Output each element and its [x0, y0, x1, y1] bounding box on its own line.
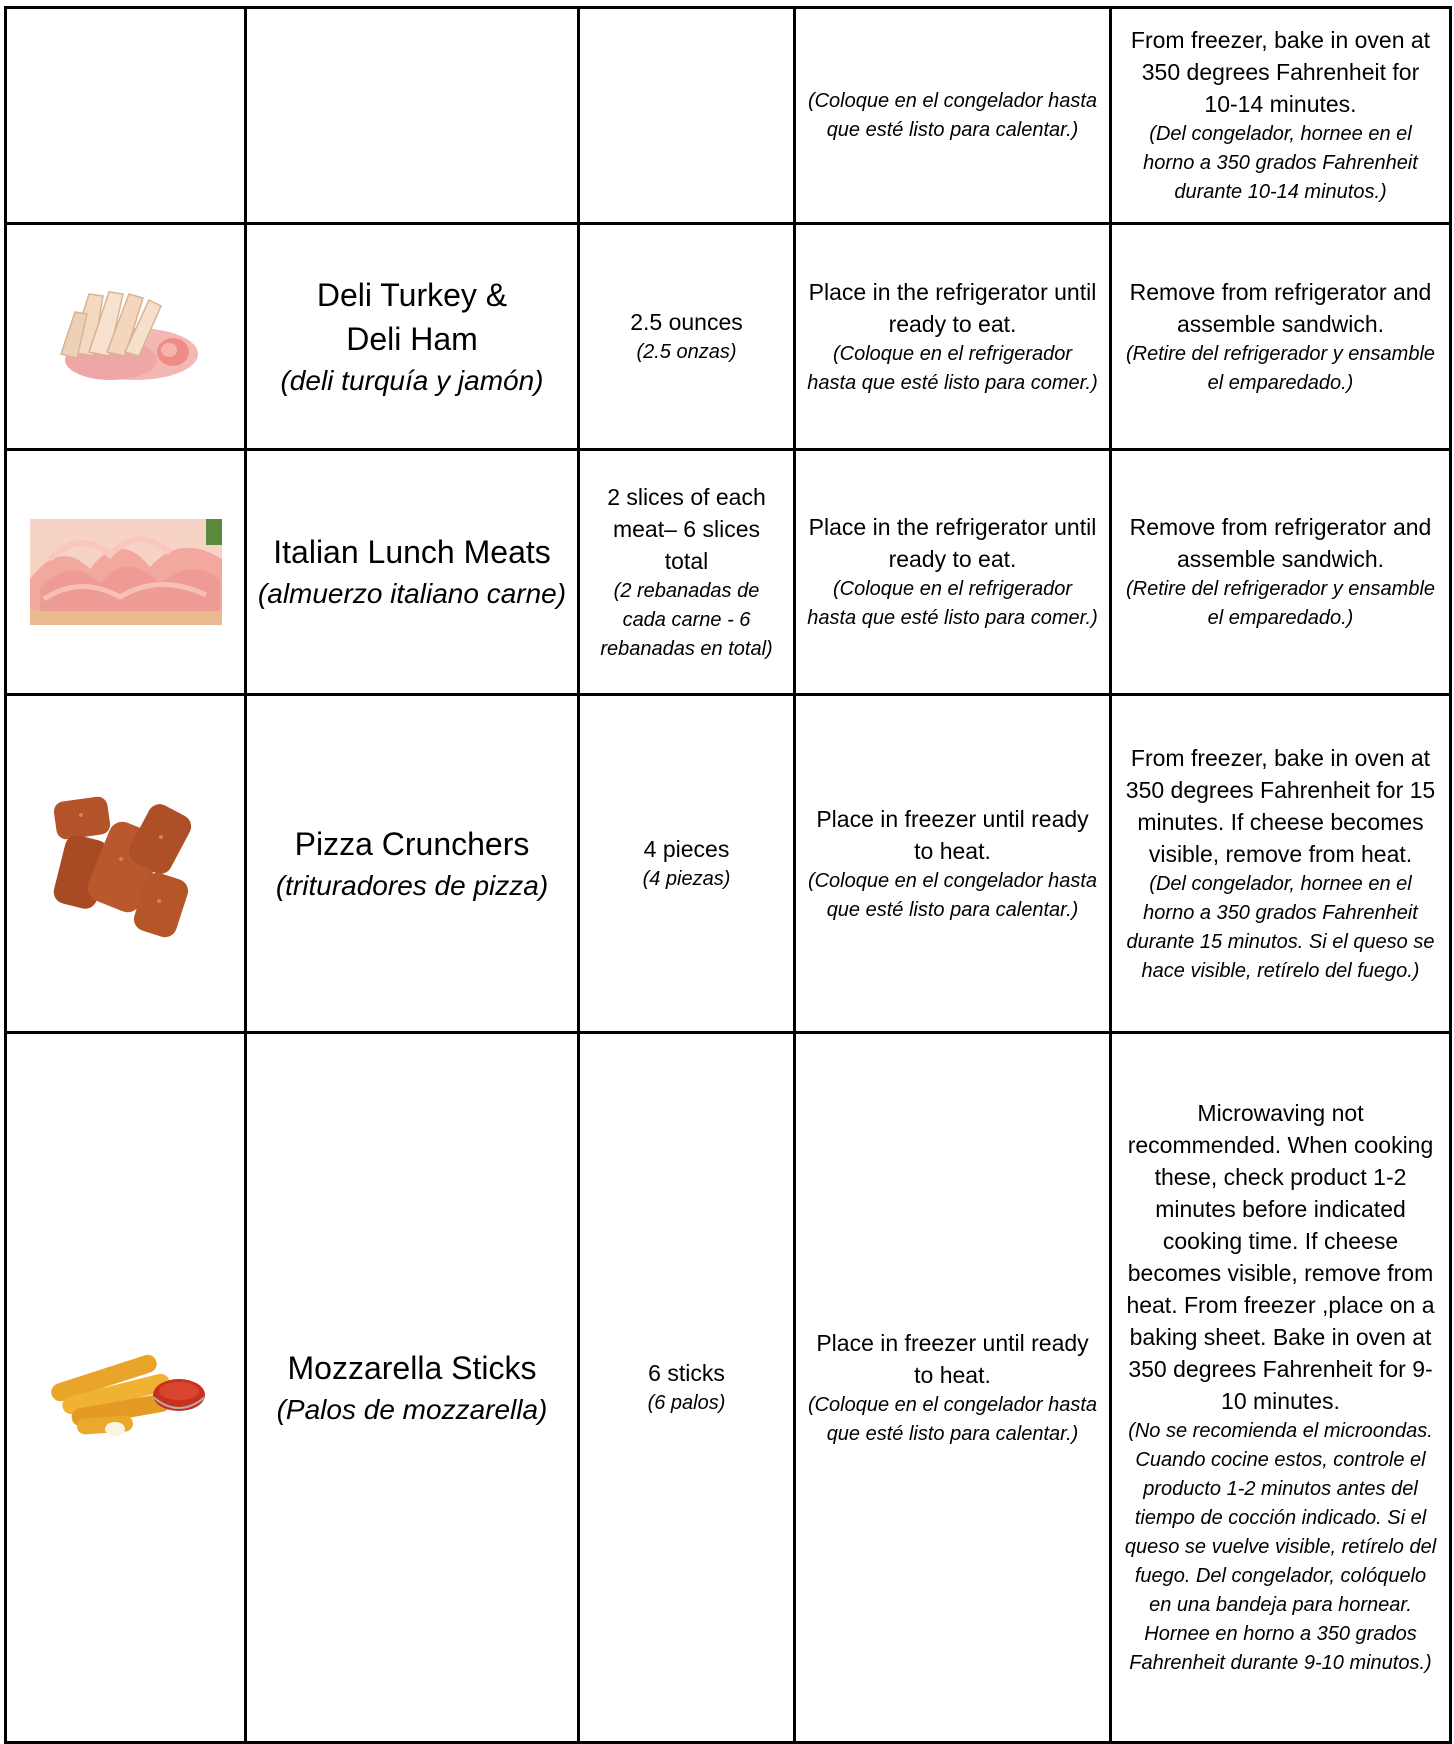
- name-cell: [246, 1033, 579, 1743]
- table-row: [6, 1033, 1451, 1743]
- storage-en: Place in freezer until ready to heat.: [816, 805, 1089, 864]
- image-cell: [6, 8, 246, 224]
- item-name-es: (deli turquía y jamón): [280, 364, 544, 396]
- table-row: [6, 8, 1451, 224]
- portion-es: (2 rebanadas de cada carne - 6 rebanadas en total): [600, 579, 773, 660]
- portion-cell: [579, 8, 795, 224]
- prep-es: (Del congelador, hornee en el horno a 350 grados Fahrenheit durante 10-14 minutos.): [1143, 123, 1418, 203]
- image-cell: [6, 695, 246, 1033]
- prep-cell: [1111, 450, 1451, 695]
- deli-turkey-ham-photo: [51, 282, 201, 392]
- prep-en: From freezer, bake in oven at 350 degrees Fahrenheit for 15 minutes. If cheese becomes visible, remove from heat.: [1125, 744, 1436, 867]
- storage-es: (Coloque en el refrigerador hasta que esté listo para comer.): [807, 342, 1098, 394]
- prep-es: (Retire del refrigerador y ensamble el emparedado.): [1125, 578, 1436, 629]
- portion-es: (6 palos): [647, 1392, 726, 1414]
- prep-en: Remove from refrigerator and assemble sandwich.: [1129, 278, 1432, 337]
- portion-cell: [579, 450, 795, 695]
- prep-cell: [1111, 1033, 1451, 1743]
- portion-en: 4 pieces: [643, 836, 730, 862]
- item-name-en-line2: Deli Ham: [346, 320, 478, 357]
- prep-es: (Del congelador, hornee en el horno a 350 grados Fahrenheit durante 15 minutos. Si el queso se hace visible, retírelo del fuego.): [1126, 872, 1435, 982]
- prep-en: Microwaving not recommended. When cooking these, check product 1-2 minutes before indicated cooking time. If cheese becomes visible, remove from heat. From freezer ,place on a baking sheet. Bake in oven at 350 degrees Fahrenheit for 9-10 minutes.: [1126, 1100, 1435, 1414]
- table-row: [6, 450, 1451, 695]
- storage-en: Place in freezer until ready to heat.: [816, 1329, 1089, 1388]
- portion-en: 6 sticks: [648, 1360, 725, 1386]
- prep-es: (No se recomienda el microondas. Cuando cocine estos, controle el producto 1-2 minutos antes del tiempo de cocción indicado. Si el queso se vuelve visible, retírelo del fuego. Del congelador, colóquelo en una bandeja para hornear. Hornee en horno a 350 grados Fahrenheit durante 9-10 minutos.): [1124, 1420, 1437, 1674]
- prep-cell: [1111, 695, 1451, 1033]
- name-cell: [246, 450, 579, 695]
- prep-en: From freezer, bake in oven at 350 degrees Fahrenheit for 10-14 minutes.: [1130, 27, 1431, 117]
- portion-cell: [579, 695, 795, 1033]
- prep-cell: [1111, 8, 1451, 224]
- item-name-en: Italian Lunch Meats: [273, 534, 551, 570]
- name-cell: [246, 8, 579, 224]
- storage-es: (Coloque en el refrigerador hasta que esté listo para comer.): [807, 578, 1098, 629]
- storage-cell: [795, 1033, 1111, 1743]
- item-name-en: Pizza Crunchers: [294, 825, 530, 862]
- storage-es: (Coloque en el congelador hasta que esté listo para calentar.): [807, 869, 1098, 921]
- pizza-crunchers-photo: [41, 789, 211, 939]
- name-cell: [246, 695, 579, 1033]
- portion-en: 2 slices of each meat– 6 slices total: [607, 483, 766, 574]
- storage-es: (Coloque en el congelador hasta que esté listo para calentar.): [807, 1393, 1098, 1445]
- portion-cell: [579, 1033, 795, 1743]
- table-row: [6, 224, 1451, 450]
- prep-en: Remove from refrigerator and assemble sandwich.: [1129, 514, 1432, 572]
- item-name-es: (Palos de mozzarella): [276, 1393, 548, 1425]
- image-cell: [6, 450, 246, 695]
- storage-cell: [795, 695, 1111, 1033]
- food-storage-table: [4, 6, 1452, 1744]
- portion-cell: [579, 224, 795, 450]
- storage-es: (Coloque en el congelador hasta que esté listo para calentar.): [807, 89, 1098, 141]
- storage-cell: [795, 224, 1111, 450]
- storage-cell: [795, 8, 1111, 224]
- item-name-en: Deli Turkey &: [316, 276, 508, 313]
- portion-es: (2.5 onzas): [636, 341, 737, 363]
- item-name-es: (almuerzo italiano carne): [257, 578, 567, 609]
- prep-es: (Retire del refrigerador y ensamble el emparedado.): [1125, 342, 1436, 394]
- name-cell: [246, 224, 579, 450]
- storage-en: Place in the refrigerator until ready to eat.: [808, 278, 1097, 337]
- table-row: [6, 695, 1451, 1033]
- portion-es: (4 piezas): [642, 868, 731, 890]
- italian-lunch-meats-photo: [30, 519, 222, 625]
- image-cell: [6, 1033, 246, 1743]
- storage-cell: [795, 450, 1111, 695]
- item-name-es: (trituradores de pizza): [275, 869, 549, 901]
- item-name-en: Mozzarella Sticks: [287, 1349, 537, 1386]
- mozzarella-sticks-photo: [41, 1333, 211, 1443]
- image-cell: [6, 224, 246, 450]
- prep-cell: [1111, 224, 1451, 450]
- portion-en: 2.5 ounces: [630, 309, 743, 335]
- storage-en: Place in the refrigerator until ready to eat.: [808, 514, 1097, 572]
